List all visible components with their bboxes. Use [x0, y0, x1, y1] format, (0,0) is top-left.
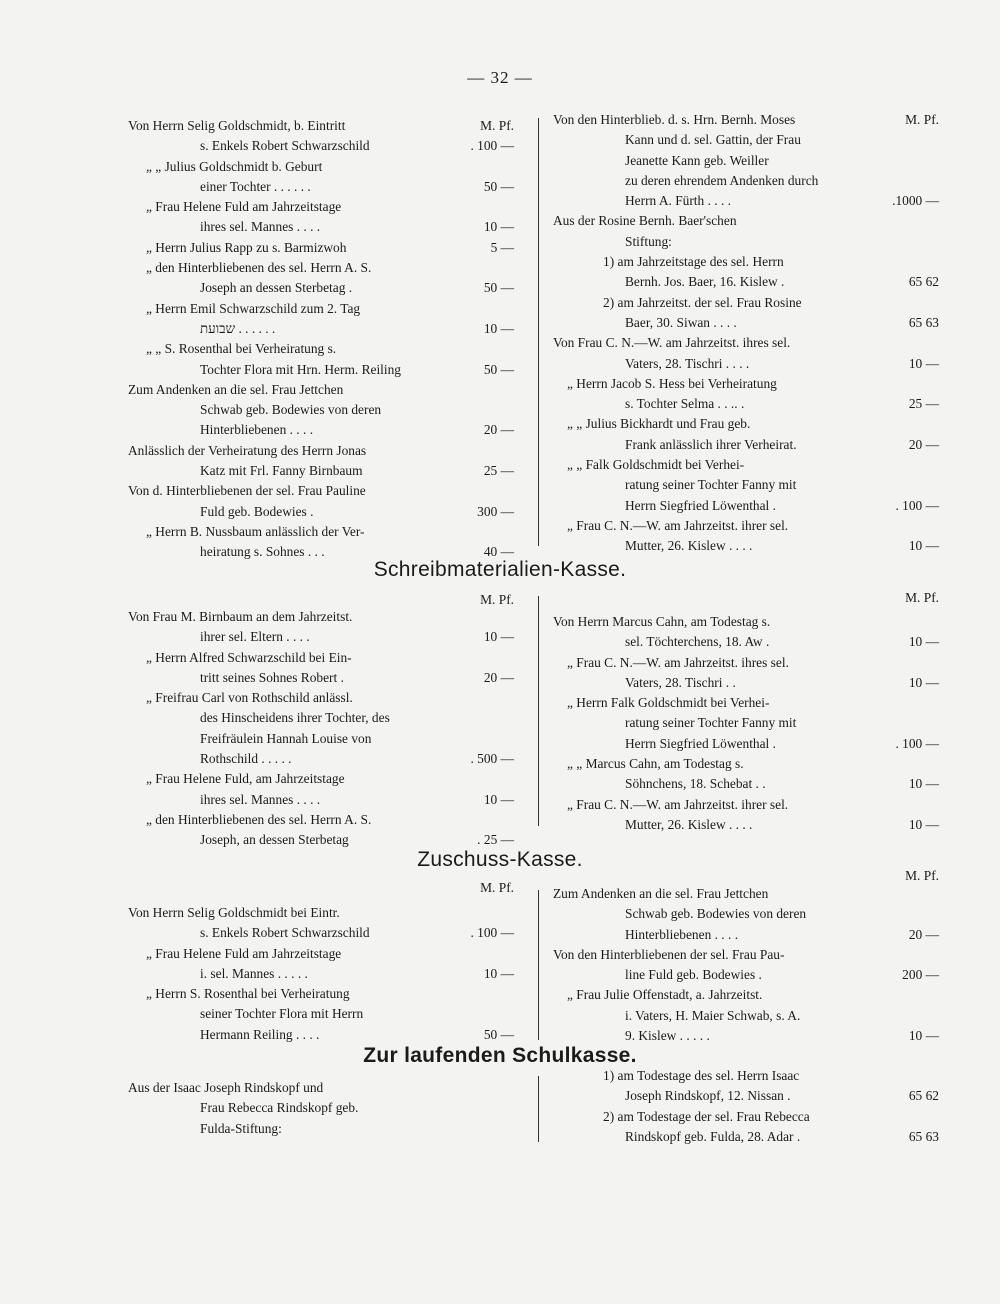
entry-amount: 50 —	[483, 280, 514, 296]
ledger-line	[553, 1066, 939, 1086]
ledger-line	[128, 258, 514, 278]
entry-text: „ Herrn Alfred Schwarzschild bei Ein-	[146, 649, 352, 665]
ledger-line	[128, 769, 514, 789]
currency-header: M. Pf.	[480, 880, 514, 895]
ledger-line	[553, 110, 939, 130]
entry-text: s. Enkels Robert Schwarzschild	[200, 138, 370, 154]
entry-amount: 25 —	[908, 396, 939, 412]
ledger-line	[128, 522, 514, 542]
ledger-line	[553, 293, 939, 313]
entry-amount: 20 —	[908, 926, 939, 942]
entry-text: ihres sel. Mannes . . . .	[200, 219, 321, 235]
ledger-line	[553, 904, 939, 924]
entry-text: ihres sel. Mannes . . . .	[200, 791, 321, 807]
ledger-line	[553, 496, 939, 516]
entry-text: Frau Rebecca Rindskopf geb.	[200, 1100, 359, 1116]
ledger-line	[553, 536, 939, 556]
ledger-line	[553, 965, 939, 985]
ledger-line	[128, 668, 514, 688]
entry-text: line Fuld geb. Bodewies .	[625, 967, 762, 983]
entry-text: Hinterbliebenen . . . .	[200, 422, 314, 438]
ledger-line	[553, 795, 939, 815]
entry-text: „ Herrn B. Nussbaum anlässlich der Ver-	[146, 523, 365, 539]
column-divider	[538, 890, 539, 1040]
entry-text: Schwab geb. Bodewies von deren	[625, 906, 807, 922]
entry-text: Zum Andenken an die sel. Frau Jettchen	[553, 886, 769, 901]
entry-amount: 65 63	[908, 314, 939, 330]
entry-text: „ den Hinterbliebenen des sel. Herrn A. S.	[146, 260, 372, 276]
ledger-line	[128, 964, 514, 984]
entry-text: „ Freifrau Carl von Rothschild anlässl.	[146, 690, 353, 706]
ledger-line	[128, 1004, 514, 1024]
entry-amount: 10 —	[483, 320, 514, 336]
entry-text: seiner Tochter Flora mit Herrn	[200, 1006, 364, 1022]
ledger-line	[553, 815, 939, 835]
ledger-line	[553, 516, 939, 536]
ledger-line	[128, 729, 514, 749]
entry-text: Söhnchens, 18. Schebat . .	[625, 776, 766, 792]
entry-text: s. Enkels Robert Schwarzschild	[200, 925, 370, 941]
entry-text: Von Frau M. Birnbaum an dem Jahrzeitst.	[128, 609, 353, 624]
ledger-line	[553, 884, 939, 904]
entry-amount: . 100 —	[895, 735, 939, 751]
entry-text: Vaters, 28. Tischri . . . .	[625, 355, 750, 371]
entry-text: i. sel. Mannes . . . . .	[200, 965, 308, 981]
entry-text: Herrn A. Fürth . . . .	[625, 193, 731, 209]
entry-amount: . 100 —	[470, 138, 514, 154]
entry-text: Anlässlich der Verheiratung des Herrn Jonas	[128, 442, 367, 458]
entry-text: ratung seiner Tochter Fanny mit	[625, 715, 797, 731]
ledger-line	[553, 414, 939, 434]
entry-text: „ „ Marcus Cahn, am Todestag s.	[567, 756, 744, 772]
ledger-line	[128, 984, 514, 1004]
entry-text: s. Tochter Selma . . .. .	[625, 396, 745, 412]
ledger-line	[128, 278, 514, 298]
ledger-line	[553, 734, 939, 754]
entry-text: 9. Kislew . . . . .	[625, 1028, 710, 1044]
entry-amount: 10 —	[908, 355, 939, 371]
entry-amount: M. Pf.	[480, 118, 514, 133]
ledger-line	[553, 313, 939, 333]
entry-text: „ Frau Julie Offenstadt, a. Jahrzeitst.	[567, 987, 763, 1003]
ledger-line	[128, 1078, 514, 1098]
entry-text: Bernh. Jos. Baer, 16. Kislew .	[625, 274, 785, 290]
ledger-line	[553, 1127, 939, 1147]
ledger-line	[553, 653, 939, 673]
ledger-line	[128, 749, 514, 769]
ledger-line	[128, 441, 514, 461]
ledger-line	[553, 1006, 939, 1026]
entry-text: zu deren ehrendem Andenken durch	[625, 172, 819, 188]
donations-left-column	[128, 116, 514, 563]
entry-amount: 65 62	[908, 274, 939, 290]
ledger-line	[128, 299, 514, 319]
ledger-line	[128, 1025, 514, 1045]
entry-text: Joseph Rindskopf, 12. Nissan .	[625, 1088, 791, 1104]
entry-text: Stiftung:	[625, 233, 672, 249]
entry-text: ratung seiner Tochter Fanny mit	[625, 477, 797, 493]
entry-text: Baer, 30. Siwan . . . .	[625, 314, 737, 330]
ledger-line	[553, 713, 939, 733]
entry-text: tritt seines Sohnes Robert .	[200, 669, 344, 685]
entry-amount: 65 63	[908, 1128, 939, 1144]
entry-text: Joseph, an dessen Sterbetag	[200, 832, 349, 848]
entry-text: 1) am Jahrzeitstage des sel. Herrn	[603, 254, 784, 270]
ledger-line	[553, 754, 939, 774]
ledger-line	[553, 774, 939, 794]
currency-header: M. Pf.	[905, 868, 939, 883]
entry-text: „ Frau C. N.—W. am Jahrzeitst. ihrer sel.	[567, 517, 789, 533]
ledger-line	[128, 502, 514, 522]
ledger-line	[128, 360, 514, 380]
entry-text: „ Herrn Emil Schwarzschild zum 2. Tag	[146, 300, 361, 316]
entry-text: „ „ Julius Goldschmidt b. Geburt	[146, 158, 323, 174]
ledger-line	[553, 945, 939, 965]
entry-amount: 10 —	[483, 791, 514, 807]
entry-amount: 40 —	[483, 544, 514, 560]
entry-text: 2) am Todestage der sel. Frau Rebecca	[603, 1108, 810, 1124]
ledger-line	[553, 632, 939, 652]
ledger-line	[128, 420, 514, 440]
entry-text: „ Frau Helene Fuld am Jahrzeitstage	[146, 945, 342, 961]
ledger-line	[128, 197, 514, 217]
entry-text: ihrer sel. Eltern . . . .	[200, 629, 310, 645]
entry-text: Rindskopf geb. Fulda, 28. Adar .	[625, 1128, 801, 1144]
ledger-line	[128, 903, 514, 923]
ledger-line	[128, 400, 514, 420]
ledger-line	[553, 151, 939, 171]
entry-text: Von den Hinterbliebenen der sel. Frau Pau-	[553, 946, 785, 962]
page-number: — 32 —	[467, 68, 533, 87]
ledger-line	[128, 136, 514, 156]
entry-text: einer Tochter . . . . . .	[200, 178, 311, 194]
ledger-line	[128, 461, 514, 481]
entry-text: 2) am Jahrzeitst. der sel. Frau Rosine	[603, 294, 802, 310]
entry-text: Von d. Hinterbliebenen der sel. Frau Pauline	[128, 483, 366, 499]
entry-amount: 10 —	[908, 1028, 939, 1044]
entry-amount: . 100 —	[895, 497, 939, 513]
ledger-line	[553, 1086, 939, 1106]
entry-text: Jeanette Kann geb. Weiller	[625, 152, 769, 168]
ledger-line	[128, 627, 514, 647]
ledger-line	[553, 455, 939, 475]
entry-amount: .1000 —	[892, 193, 939, 209]
entry-text: Joseph an dessen Sterbetag .	[200, 280, 353, 296]
entry-amount: 10 —	[908, 634, 939, 650]
zuschuss-right-column	[553, 884, 939, 1046]
ledger-line	[553, 673, 939, 693]
entry-text: Von Frau C. N.—W. am Jahrzeitst. ihres sel.	[553, 335, 791, 351]
ledger-line	[128, 923, 514, 943]
entry-amount: 10 —	[483, 965, 514, 981]
entry-text: Fulda-Stiftung:	[200, 1120, 282, 1136]
entry-text: Von Herrn Selig Goldschmidt bei Eintr.	[128, 905, 340, 920]
entry-amount: 10 —	[908, 816, 939, 832]
entry-text: Tochter Flora mit Hrn. Herm. Reiling	[200, 361, 401, 377]
entry-amount: 10 —	[908, 776, 939, 792]
ledger-line	[128, 790, 514, 810]
ledger-line	[553, 333, 939, 353]
entry-amount: 50 —	[483, 178, 514, 194]
schreib-right-header-row	[553, 590, 939, 610]
entry-amount: 10 —	[483, 219, 514, 235]
ledger-line	[128, 217, 514, 237]
entry-text: „ Frau C. N.—W. am Jahrzeitst. ihrer sel.	[567, 796, 789, 812]
entry-text: Schwab geb. Bodewies von deren	[200, 402, 382, 418]
entry-text: Vaters, 28. Tischri . .	[625, 674, 736, 690]
ledger-line	[128, 648, 514, 668]
schreib-right-column	[553, 612, 939, 835]
entry-text: „ den Hinterbliebenen des sel. Herrn A. S.	[146, 811, 372, 827]
entry-amount: M. Pf.	[905, 112, 939, 127]
ledger-line	[553, 1107, 939, 1127]
entry-amount: 65 62	[908, 1088, 939, 1104]
ledger-line	[553, 612, 939, 632]
ledger-line	[128, 380, 514, 400]
entry-amount: . 25 —	[477, 832, 514, 848]
entry-text: Aus der Rosine Bernh. Baer'schen	[553, 213, 737, 229]
donations-right-column	[553, 110, 939, 557]
entry-amount: . 500 —	[470, 751, 514, 767]
ledger-line	[128, 1098, 514, 1118]
ledger-line	[128, 238, 514, 258]
entry-text: Mutter, 26. Kislew . . . .	[625, 816, 753, 832]
entry-text: Herrn Siegfried Löwenthal .	[625, 735, 776, 751]
ledger-line	[553, 374, 939, 394]
ledger-line	[128, 1119, 514, 1139]
ledger-line	[553, 354, 939, 374]
schreib-left-column	[128, 607, 514, 851]
section-heading-zuschuss: Zuschuss-Kasse.	[417, 848, 583, 871]
entry-text: „ Herrn Jacob S. Hess bei Verheiratung	[567, 375, 777, 391]
entry-text: „ Herrn Julius Rapp zu s. Barmizwoh	[146, 239, 347, 255]
entry-amount: 20 —	[483, 669, 514, 685]
entry-text: Von Herrn Marcus Cahn, am Todestag s.	[553, 614, 771, 629]
entry-text: Hermann Reiling . . . .	[200, 1026, 320, 1042]
schulkasse-right-column	[553, 1066, 939, 1147]
ledger-line	[553, 272, 939, 292]
entry-text: Kann und d. sel. Gattin, der Frau	[625, 132, 801, 148]
column-divider	[538, 1076, 539, 1142]
ledger-line	[553, 435, 939, 455]
entry-text: heiratung s. Sohnes . . .	[200, 544, 325, 560]
entry-amount: 10 —	[908, 674, 939, 690]
ledger-line	[128, 339, 514, 359]
ledger-line	[553, 252, 939, 272]
entry-text: שבועת . . . . . .	[200, 320, 276, 336]
entry-text: Von den Hinterblieb. d. s. Hrn. Bernh. Moses	[553, 112, 796, 127]
entry-text: „ Frau Helene Fuld, am Jahrzeitstage	[146, 771, 345, 787]
entry-text: 1) am Todestage des sel. Herrn Isaac	[603, 1068, 800, 1083]
ledger-line	[128, 157, 514, 177]
entry-text: Katz mit Frl. Fanny Birnbaum	[200, 463, 363, 479]
column-divider	[538, 596, 539, 826]
currency-header: M. Pf.	[905, 590, 939, 605]
entry-amount: 50 —	[483, 361, 514, 377]
ledger-line	[553, 130, 939, 150]
entry-text: „ „ Julius Bickhardt und Frau geb.	[567, 416, 751, 432]
entry-text: des Hinscheidens ihrer Tochter, des	[200, 710, 390, 726]
ledger-line	[128, 319, 514, 339]
section-heading-schreibmaterialien: Schreibmaterialien-Kasse.	[373, 558, 627, 581]
section-heading-schulkasse: Zur laufenden Schulkasse.	[363, 1044, 637, 1067]
ledger-line	[553, 211, 939, 231]
ledger-line	[553, 475, 939, 495]
entry-amount: 300 —	[477, 503, 514, 519]
entry-text: „ „ S. Rosenthal bei Verheiratung s.	[146, 341, 337, 357]
entry-text: „ „ Falk Goldschmidt bei Verhei-	[567, 457, 745, 473]
ledger-line	[553, 232, 939, 252]
zuschuss-left-header-row	[128, 880, 514, 900]
ledger-line	[128, 944, 514, 964]
zuschuss-left-column	[128, 903, 514, 1045]
entry-amount: 10 —	[908, 538, 939, 554]
ledger-line	[128, 177, 514, 197]
entry-text: Aus der Isaac Joseph Rindskopf und	[128, 1080, 324, 1095]
ledger-line	[128, 708, 514, 728]
ledger-line	[553, 191, 939, 211]
ledger-line	[128, 607, 514, 627]
entry-text: Herrn Siegfried Löwenthal .	[625, 497, 776, 513]
entry-text: Zum Andenken an die sel. Frau Jettchen	[128, 381, 344, 397]
ledger-line	[128, 481, 514, 501]
schulkasse-left-column	[128, 1078, 514, 1139]
entry-amount: . 100 —	[470, 925, 514, 941]
currency-header: M. Pf.	[480, 592, 514, 607]
entry-text: Freifräulein Hannah Louise von	[200, 730, 372, 746]
entry-text: i. Vaters, H. Maier Schwab, s. A.	[625, 1007, 801, 1023]
ledger-line	[553, 394, 939, 414]
entry-amount: 50 —	[483, 1026, 514, 1042]
entry-text: „ Frau Helene Fuld am Jahrzeitstage	[146, 199, 342, 215]
column-divider	[538, 118, 539, 546]
entry-amount: 10 —	[483, 629, 514, 645]
entry-text: „ Herrn S. Rosenthal bei Verheiratung	[146, 986, 350, 1002]
entry-text: Hinterbliebenen . . . .	[625, 926, 739, 942]
ledger-line	[553, 693, 939, 713]
ledger-line	[128, 116, 514, 136]
entry-text: Von Herrn Selig Goldschmidt, b. Eintritt	[128, 118, 346, 133]
entry-text: „ Frau C. N.—W. am Jahrzeitst. ihres sel.	[567, 654, 789, 670]
entry-text: Mutter, 26. Kislew . . . .	[625, 538, 753, 554]
entry-text: Frank anlässlich ihrer Verheirat.	[625, 436, 797, 452]
ledger-line	[128, 810, 514, 830]
ledger-line	[553, 925, 939, 945]
ledger-line	[553, 171, 939, 191]
entry-text: „ Herrn Falk Goldschmidt bei Verhei-	[567, 695, 770, 711]
ledger-line	[553, 985, 939, 1005]
entry-text: Rothschild . . . . .	[200, 751, 292, 767]
entry-text: Fuld geb. Bodewies .	[200, 503, 314, 519]
ledger-line	[128, 688, 514, 708]
entry-amount: 5 —	[490, 239, 514, 255]
entry-amount: 25 —	[483, 463, 514, 479]
entry-amount: 20 —	[483, 422, 514, 438]
entry-text: sel. Töchterchens, 18. Aw .	[625, 634, 770, 650]
entry-amount: 20 —	[908, 436, 939, 452]
entry-amount: 200 —	[902, 967, 939, 983]
